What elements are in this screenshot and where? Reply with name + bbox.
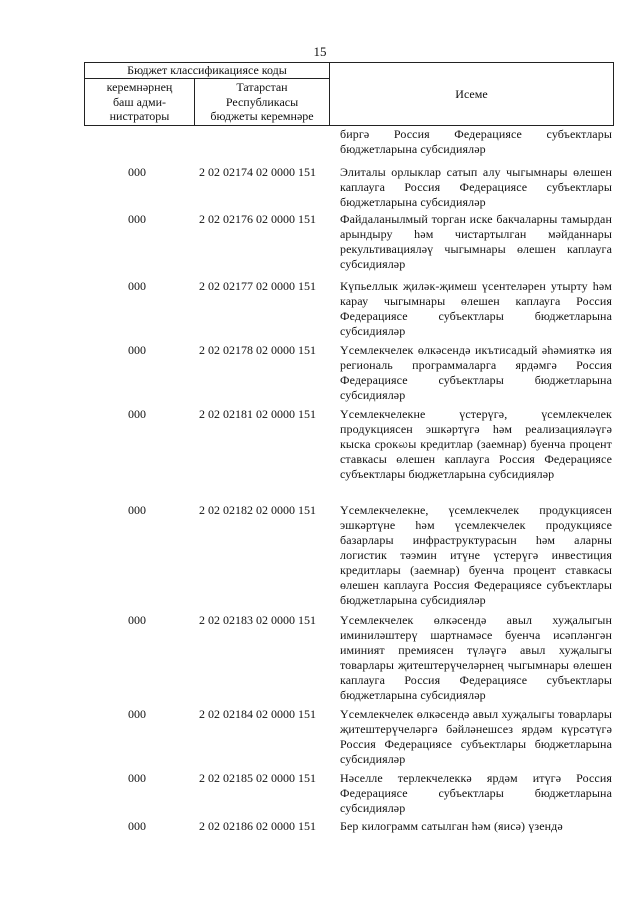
row-name: Күпьеллык җиләк-җимеш үсентеләрен утырту һәм карау чыгымнары өлешен каплауга Россия Федерациясе субъектлары бюджетларына субсидияләр: [340, 279, 612, 338]
row-classification-code: 2 02 02183 02 0000 151: [199, 613, 316, 627]
header-col2-line: Татарстан: [236, 80, 288, 94]
row-classification-code: 2 02 02184 02 0000 151: [199, 707, 316, 721]
row-classification-code: 2 02 02174 02 0000 151: [199, 165, 316, 179]
header-col2-line: Республикасы: [225, 94, 299, 109]
row-classification-code: 2 02 02181 02 0000 151: [199, 407, 316, 421]
header-chief-administrator: [85, 79, 195, 125]
header-col2-line: бюджеты керемнәре: [210, 109, 314, 123]
row-name: Үсемлекчелекне үстерүгә, үсемлекчелек продукциясен эшкәртүгә һәм реализацияләүгә кыска срокலы кредитлар (заемнар) буенча процент ставкасы өлешен каплауга Россия Федерациясе субъектлары бюджетларына субсидияләр: [340, 407, 612, 481]
header-name: Исеме: [455, 86, 488, 101]
row-classification-code: 2 02 02177 02 0000 151: [199, 279, 316, 293]
row-admin-code: 000: [128, 771, 146, 785]
header-budget-classification-code: Бюджет классификациясе коды: [85, 63, 330, 79]
row-name: Бер килограмм сатылган һәм (яисә) үзендә: [340, 819, 563, 833]
header-col1-line: баш адми-: [112, 94, 167, 109]
table-header: [84, 62, 614, 126]
row-name: Үсемлекчелекне, үсемлекчелек продукциясен эшкәртүне һәм үсемлекчелек продукциясе базарлары инфраструктурасын һәм аларны логистик тәэмин итүне үстерүгә инвестиция кредитлары (заемнар) буенча процент ставкасы өлешен каплауга Россия Федерациясе субъектлары бюджетларына субсидияләр: [340, 503, 612, 607]
row-admin-code: 000: [128, 165, 146, 179]
row-admin-code: 000: [128, 819, 146, 833]
page-number: 15: [313, 44, 327, 59]
row-admin-code: 000: [128, 503, 146, 517]
header-col1-line: керемнәрнең: [106, 80, 173, 94]
row-admin-code: 000: [128, 279, 146, 293]
row-classification-code: 2 02 02178 02 0000 151: [199, 343, 316, 357]
row-admin-code: 000: [128, 613, 146, 627]
row-name: Нәселле терлекчелеккә ярдәм итүгә Россия Федерациясе субъектлары бюджетларына субсидияләр: [340, 771, 612, 815]
row-name: Элиталы орлыклар сатып алу чыгымнары өлешен каплауга Россия Федерациясе субъектлары бюджетларына субсидияләр: [340, 165, 612, 209]
row-classification-code: 2 02 02185 02 0000 151: [199, 771, 316, 785]
row-name: Файдаланылмый торган иске бакчаларны тамырдан арындыру һәм чистартылган мәйданнары рекультивацияләү чыгымнары өлешен каплауга субсидияләр: [340, 212, 612, 271]
row-name: Үсемлекчелек өлкәсендә икътисадый әһәмияткә ия региональ программаларга ярдәмгә Россия Федерациясе субъектлары бюджетларына субсидияләр: [340, 343, 612, 402]
row-name: Үсемлекчелек өлкәсендә авыл хуҗалыгы товарлары җитештерүчеләргә бәйләнешсез ярдәм күрсәтүгә Россия Федерациясе субъектлары бюджетларына субсидияләр: [340, 707, 612, 766]
row-name: Үсемлекчелек өлкәсендә авыл хуҗалыгын иминиләштерү шартнамәсе буенча исәпләнгән иминият премиясен түләүгә авыл хуҗалыгы товарлары җитештерүчеләрнең чыгымнары өлешен каплауга Россия Федерациясе субъектлары бюджетларына субсидияләр: [340, 613, 612, 702]
row-classification-code: 2 02 02176 02 0000 151: [199, 212, 316, 226]
row-classification-code: 2 02 02182 02 0000 151: [199, 503, 316, 517]
row-admin-code: 000: [128, 343, 146, 357]
header-republic-budget-revenue: [195, 79, 330, 125]
row-admin-code: 000: [128, 407, 146, 421]
continuation-text: биргә Россия Федерациясе субъектлары бюджетларына субсидияләр: [340, 127, 612, 156]
row-admin-code: 000: [128, 212, 146, 226]
row-classification-code: 2 02 02186 02 0000 151: [199, 819, 316, 833]
row-admin-code: 000: [128, 707, 146, 721]
header-col1-line: нистраторы: [109, 109, 170, 123]
